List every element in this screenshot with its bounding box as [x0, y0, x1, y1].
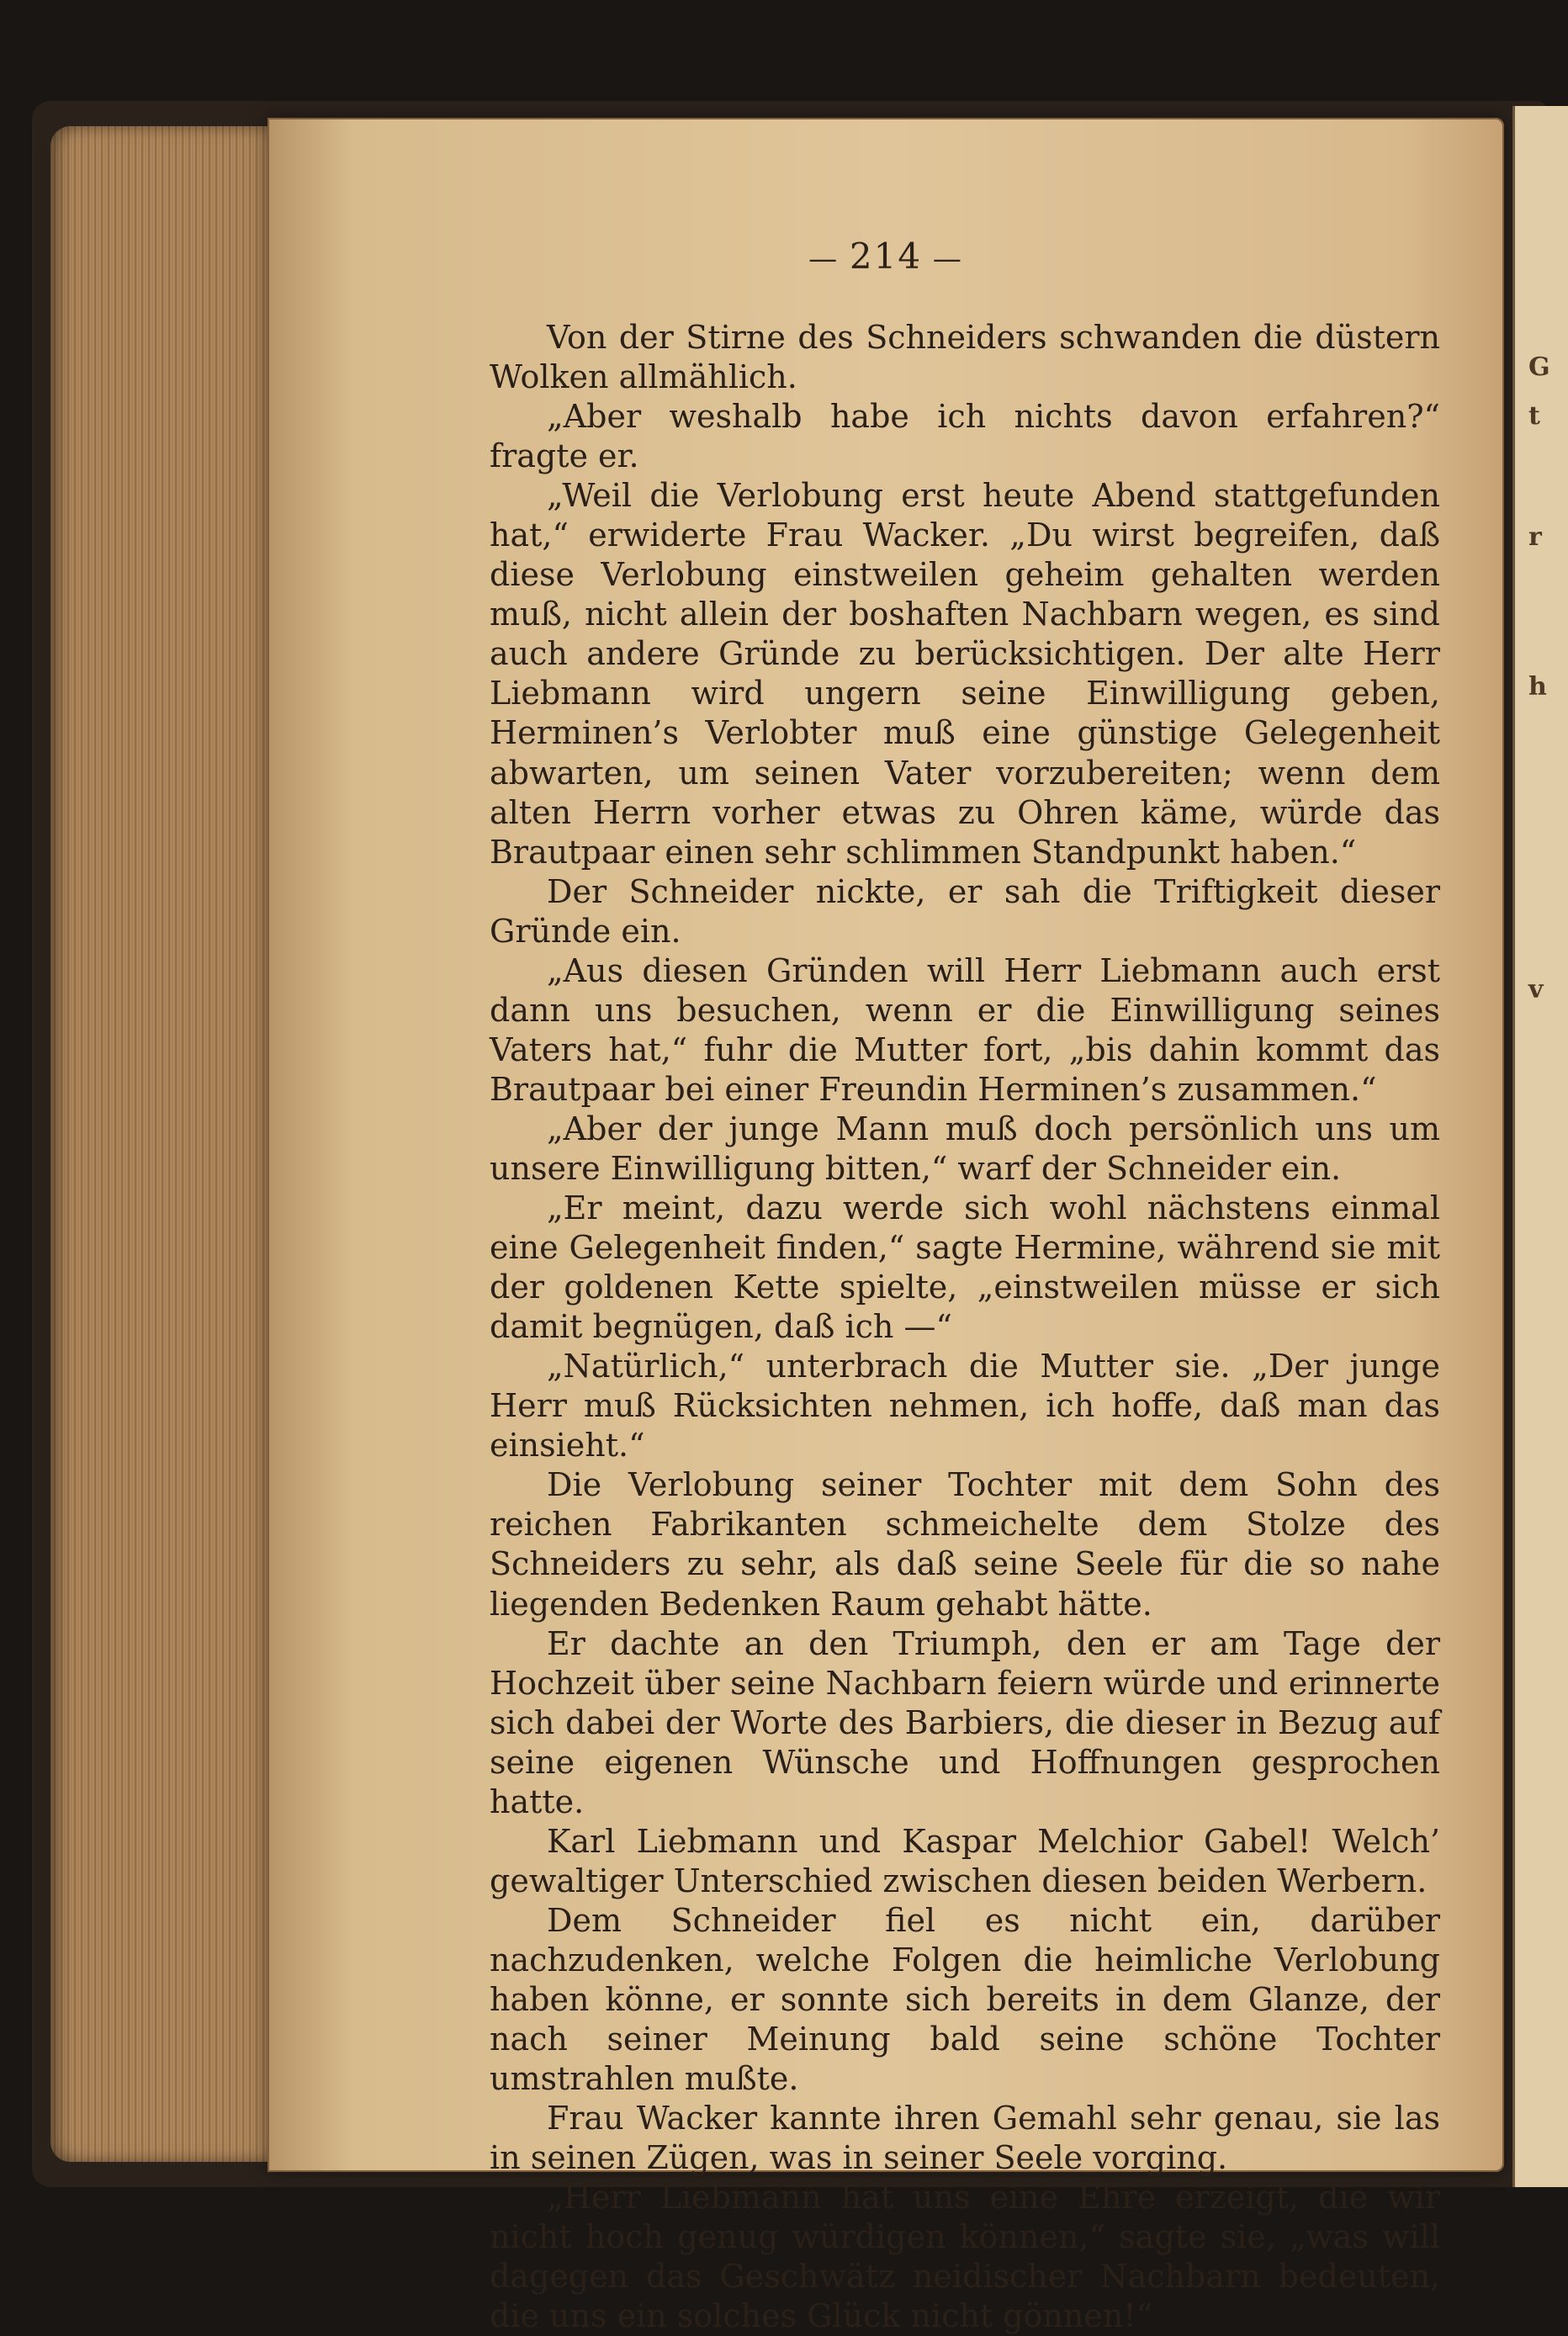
paragraph-8: „Natürlich,“ unterbrach die Mutter sie. „Der junge Herr muß Rücksichten nehmen, ich hoffe, daß man das einsieht.“: [490, 1348, 1440, 1465]
paragraph-12: Dem Schneider fiel es nicht ein, darüber nachzudenken, welche Folgen die heimliche Verlobung haben könne, er sonnte sich bereits in dem Glanze, der nach seiner Meinung bald seine schöne Tochter umstrahlen mußte.: [490, 1901, 1440, 2098]
paragraph-2: „Aber weshalb habe ich nichts davon erfahren?“ fragte er.: [490, 398, 1440, 475]
paragraph-1: Von der Stirne des Schneiders schwanden die düstern Wolken allmählich.: [490, 319, 1440, 396]
paragraph-14: „Herr Liebmann hat uns eine Ehre erzeigt, die wir nicht hoch genug würdigen können,“ sagte sie, „was will dagegen das Geschwätz neidischer Nachbarn bedeuten, die uns ein solches Glück nicht gönnen!“: [490, 2179, 1440, 2335]
header-dash-left: —: [808, 242, 840, 276]
paragraph-11: Karl Liebmann und Kaspar Melchior Gabel! Welch’ gewaltiger Unterschied zwischen diesen beiden Werbern.: [490, 1822, 1440, 1899]
next-page-margin-letter: r: [1528, 522, 1542, 552]
next-page-margin-letter: G: [1528, 352, 1550, 382]
paragraph-3: „Weil die Verlobung erst heute Abend stattgefunden hat,“ erwiderte Frau Wacker. „Du wirst begreifen, daß diese Verlobung einstweilen geheim gehalten werden muß, nicht allein der boshaften Nachbarn wegen, es sind auch andere Gründe zu berücksichtigen. Der alte Herr Liebmann wird ungern seine Einwilligung geben, Herminen’s Verlobter muß eine günstige Gelegenheit abwarten, um seinen Vater vorzubereiten; wenn dem alten Herrn vorher etwas zu Ohren käme, würde das Brautpaar einen sehr schlimmen Standpunkt haben.“: [490, 477, 1440, 871]
page-header: [268, 236, 1504, 277]
paragraph-13: Frau Wacker kannte ihren Gemahl sehr genau, sie las in seinen Zügen, was in seiner Seele vorging.: [490, 2100, 1440, 2177]
page-number: 214: [849, 236, 923, 277]
paragraph-4: Der Schneider nickte, er sah die Triftigkeit dieser Gründe ein.: [490, 872, 1440, 950]
paragraph-5: „Aus diesen Gründen will Herr Liebmann auch erst dann uns besuchen, wenn er die Einwilligung seines Vaters hat,“ fuhr die Mutter fort, „bis dahin kommt das Brautpaar bei einer Freundin Herminen’s zusammen.“: [490, 951, 1440, 1108]
body-text: [490, 318, 1440, 2336]
book-page: [268, 118, 1504, 2335]
next-page-margin-letter: h: [1528, 672, 1547, 702]
next-page-margin-letter: v: [1528, 975, 1544, 1004]
next-page-edge: [1512, 106, 1568, 2187]
paragraph-7: „Er meint, dazu werde sich wohl nächstens einmal eine Gelegenheit finden,“ sagte Hermine, während sie mit der goldenen Kette spielte, „einstweilen müsse er sich damit begnügen, daß ich —“: [490, 1189, 1440, 1346]
page-edges: [50, 126, 278, 2162]
next-page-margin-letter: t: [1528, 401, 1540, 431]
header-dash-right: —: [932, 242, 963, 276]
paragraph-9: Die Verlobung seiner Tochter mit dem Sohn des reichen Fabrikanten schmeichelte dem Stolze des Schneiders zu sehr, als daß seine Seele für die so nahe liegenden Bedenken Raum gehabt hätte.: [490, 1466, 1440, 1623]
paragraph-6: „Aber der junge Mann muß doch persönlich uns um unsere Einwilligung bitten,“ warf der Schneider ein.: [490, 1110, 1440, 1187]
paragraph-10: Er dachte an den Triumph, den er am Tage der Hochzeit über seine Nachbarn feiern würde und erinnerte sich dabei der Worte des Barbiers, die dieser in Bezug auf seine eigenen Wünsche und Hoffnungen gesprochen hatte.: [490, 1624, 1440, 1820]
